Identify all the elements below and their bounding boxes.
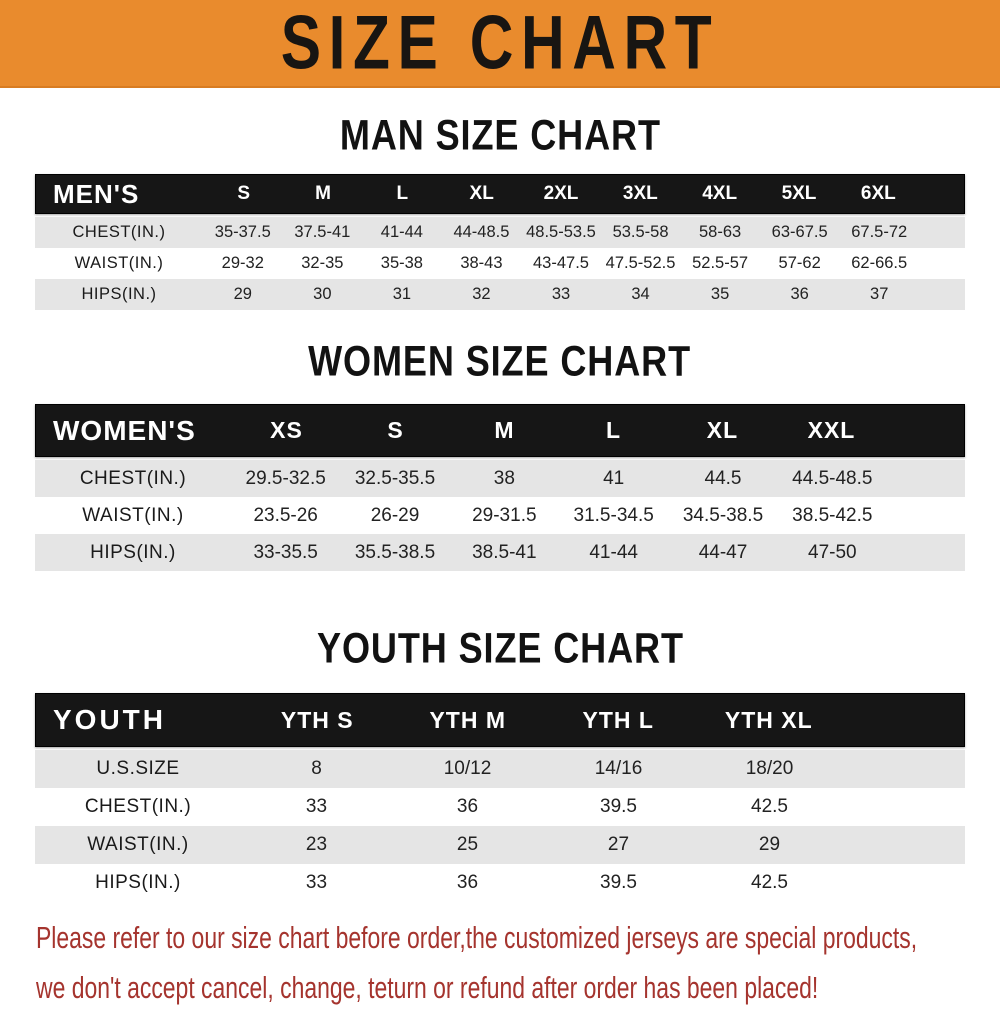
size-cell: 32 <box>472 285 491 303</box>
size-cell: 39.5 <box>600 796 637 817</box>
size-cell: 29.5-32.5 <box>245 467 326 489</box>
size-cell: 10/12 <box>443 758 492 779</box>
size-cell: 33 <box>305 872 328 893</box>
size-cell: 57-62 <box>778 254 821 272</box>
size-cell: 44.5 <box>704 467 742 489</box>
row-label: HIPS(IN.) <box>90 541 176 563</box>
youth-col-s: YTH S <box>280 706 354 733</box>
youth-col-m: YTH M <box>429 706 507 733</box>
men-hips-row <box>35 279 965 310</box>
men-waist-row <box>35 248 965 279</box>
youth-section-heading <box>0 624 1000 672</box>
size-cell: 35-37.5 <box>214 223 271 241</box>
size-cell: 23.5-26 <box>253 504 318 526</box>
size-cell: 52.5-57 <box>692 254 749 272</box>
size-cell: 31.5-34.5 <box>573 504 654 526</box>
men-col-6xl: 6XL <box>860 183 896 204</box>
women-table-header-row <box>35 404 965 457</box>
size-cell: 41-44 <box>380 223 423 241</box>
men-col-l: L <box>396 183 409 204</box>
women-col-xl: XL <box>706 417 739 443</box>
row-label: CHEST(IN.) <box>84 796 192 817</box>
size-cell: 47.5-52.5 <box>605 254 676 272</box>
size-cell: 44-47 <box>698 541 748 563</box>
women-col-xs: XS <box>270 417 303 443</box>
size-cell: 44-48.5 <box>453 223 510 241</box>
size-cell: 43-47.5 <box>533 254 589 272</box>
size-cell: 62-66.5 <box>851 254 908 272</box>
size-cell: 29 <box>758 834 781 855</box>
men-chest-row <box>35 217 965 248</box>
youth-chest-row <box>35 788 965 826</box>
youth-col-l: YTH L <box>582 706 654 733</box>
size-cell: 42.5 <box>751 796 788 817</box>
size-cell: 36 <box>456 872 479 893</box>
men-col-m: M <box>315 183 331 204</box>
men-col-xl: XL <box>469 183 494 204</box>
women-section-heading-text: WOMEN SIZE CHART <box>308 337 692 385</box>
women-col-m: M <box>494 417 515 443</box>
banner-title: SIZE CHART <box>280 0 720 86</box>
size-cell: 37 <box>870 285 889 303</box>
size-cell: 33 <box>305 796 328 817</box>
youth-table-title: YOUTH <box>53 704 166 735</box>
size-cell: 27 <box>607 834 630 855</box>
size-cell: 47-50 <box>808 541 857 563</box>
men-section-heading-text: MAN SIZE CHART <box>339 111 661 159</box>
size-cell: 23 <box>305 834 328 855</box>
size-cell: 44.5-48.5 <box>792 467 873 489</box>
youth-size-table <box>35 693 965 902</box>
size-cell: 38.5-41 <box>472 541 537 563</box>
men-table-header-row <box>35 174 965 214</box>
size-cell: 29-31.5 <box>472 504 537 526</box>
size-cell: 34 <box>631 285 650 303</box>
size-cell: 67.5-72 <box>851 223 908 241</box>
row-label: HIPS(IN.) <box>95 872 181 893</box>
youth-table-header-row <box>35 693 965 747</box>
size-cell: 26-29 <box>370 504 420 526</box>
women-waist-row <box>35 497 965 534</box>
size-cell: 33-35.5 <box>253 541 318 563</box>
men-section-heading <box>0 111 1000 159</box>
size-cell: 37.5-41 <box>294 223 351 241</box>
size-cell: 18/20 <box>745 758 794 779</box>
size-cell: 58-63 <box>699 223 742 241</box>
women-col-xxl: XXL <box>807 417 856 443</box>
size-cell: 39.5 <box>600 872 637 893</box>
size-cell: 14/16 <box>594 758 643 779</box>
size-cell: 35.5-38.5 <box>354 541 436 563</box>
men-col-5xl: 5XL <box>781 183 817 204</box>
men-col-2xl: 2XL <box>543 183 579 204</box>
size-cell: 38.5-42.5 <box>792 504 873 526</box>
size-cell: 8 <box>311 758 322 779</box>
women-col-l: L <box>605 417 622 443</box>
size-cell: 25 <box>456 834 479 855</box>
men-table-title: MEN'S <box>53 178 140 209</box>
size-cell: 33 <box>551 285 571 303</box>
row-label: WAIST(IN.) <box>82 504 184 526</box>
size-cell: 30 <box>313 285 332 303</box>
disclaimer-line-1-text: Please refer to our size chart before order,the customized jerseys are special products, <box>36 920 918 955</box>
women-hips-row <box>35 534 965 571</box>
size-cell: 29 <box>233 285 252 303</box>
men-col-3xl: 3XL <box>622 183 658 204</box>
disclaimer-line-2 <box>36 966 1000 1016</box>
men-col-s: S <box>237 183 250 204</box>
women-table-title: WOMEN'S <box>53 414 196 446</box>
row-label: CHEST(IN.) <box>79 467 187 489</box>
youth-hips-row <box>35 864 965 902</box>
women-size-table <box>35 404 965 571</box>
disclaimer <box>36 916 1000 1016</box>
row-label: WAIST(IN.) <box>87 834 189 855</box>
women-chest-row <box>35 460 965 497</box>
youth-waist-row <box>35 826 965 864</box>
row-label: HIPS(IN.) <box>81 285 157 303</box>
size-cell: 41 <box>603 467 625 489</box>
row-label: CHEST(IN.) <box>72 223 166 241</box>
size-cell: 36 <box>456 796 479 817</box>
disclaimer-line-1 <box>36 916 1000 966</box>
size-cell: 48.5-53.5 <box>526 223 596 241</box>
size-cell: 31 <box>392 285 412 303</box>
disclaimer-line-2-text: we don't accept cancel, change, teturn or refund after order has been placed! <box>36 970 819 1005</box>
size-cell: 41-44 <box>589 541 638 563</box>
size-cell: 35 <box>710 285 730 303</box>
men-col-4xl: 4XL <box>702 183 738 204</box>
size-cell: 53.5-58 <box>612 223 669 241</box>
size-cell: 63-67.5 <box>771 223 828 241</box>
youth-section-heading-text: YOUTH SIZE CHART <box>316 624 684 672</box>
row-label: WAIST(IN.) <box>74 254 164 272</box>
size-cell: 42.5 <box>751 872 788 893</box>
size-cell: 38 <box>493 467 515 489</box>
size-cell: 32.5-35.5 <box>354 467 436 489</box>
youth-col-xl: YTH XL <box>724 706 813 733</box>
men-size-table <box>35 174 965 310</box>
row-label: U.S.SIZE <box>96 758 180 779</box>
banner <box>0 0 1000 88</box>
size-cell: 29-32 <box>221 254 264 272</box>
youth-ussize-row <box>35 750 965 788</box>
size-cell: 32-35 <box>301 254 344 272</box>
size-cell: 38-43 <box>460 254 503 272</box>
women-col-s: S <box>387 417 404 443</box>
size-cell: 34.5-38.5 <box>682 504 764 526</box>
size-cell: 36 <box>790 285 809 303</box>
women-section-heading <box>0 337 1000 385</box>
size-cell: 35-38 <box>380 254 423 272</box>
